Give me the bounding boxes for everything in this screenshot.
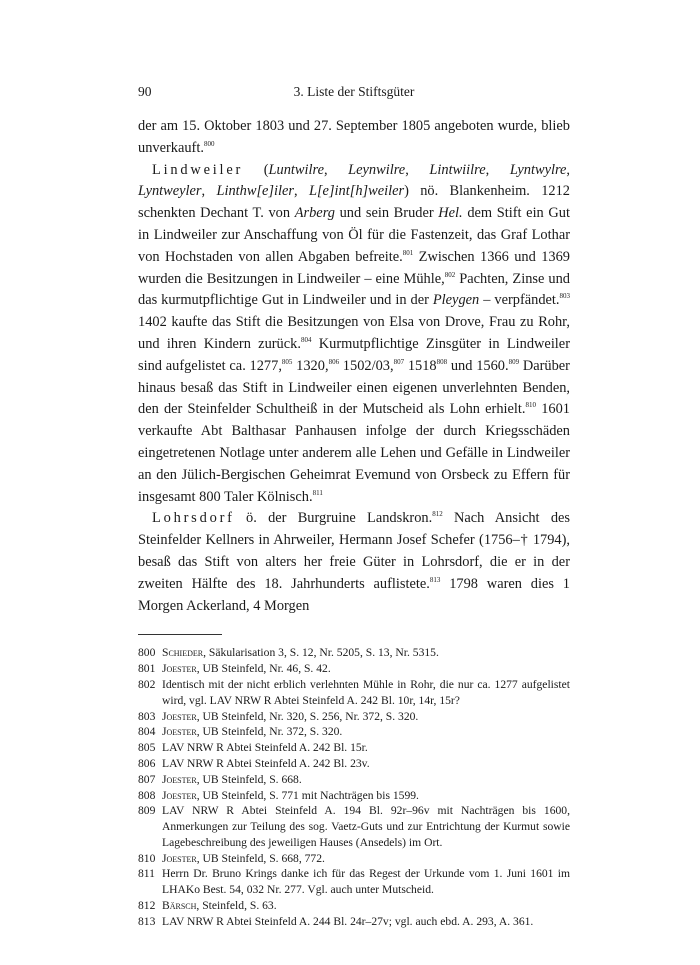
footnote-ref[interactable]: 801: [402, 248, 414, 257]
footnote-805: [138, 740, 570, 756]
footnote-ref[interactable]: 806: [328, 357, 340, 366]
footnote-author: Joester: [162, 662, 197, 676]
separator: ,: [485, 161, 510, 178]
footnote-806: [138, 756, 570, 772]
person-italic: Hel.: [438, 205, 463, 222]
footnote-ref[interactable]: 802: [444, 270, 456, 279]
text-run: Zwischen 1366 und 1369 wurden die Besitzungen in Lindweiler – eine Mühle,: [138, 248, 570, 287]
footnote-author: Joester: [162, 725, 197, 739]
footnote-text: [162, 851, 570, 867]
body-text: [138, 116, 570, 617]
footnote-ref[interactable]: 813: [429, 575, 441, 584]
footnote-810: [138, 851, 570, 867]
footnotes-section: [138, 645, 570, 929]
footnote-body: LAV NRW R Abtei Steinfeld A. 244 Bl. 24r–27v; vgl. auch ebd. A. 293, A. 361.: [162, 914, 534, 928]
footnote-body: , UB Steinfeld, S. 668, 772.: [196, 851, 325, 865]
footnote-811: [138, 866, 570, 898]
separator: ,: [294, 183, 309, 200]
paragraph-1: [138, 116, 570, 160]
footnote-number: 813: [138, 914, 156, 928]
footnote-808: [138, 788, 570, 804]
separator: ,: [201, 183, 217, 200]
footnote-number: 804: [138, 725, 156, 739]
footnote-ref[interactable]: 804: [300, 335, 312, 344]
footnote-body: , UB Steinfeld, S. 668.: [196, 772, 302, 786]
footnote-809: [138, 803, 570, 850]
footnote-body: , UB Steinfeld, S. 771 mit Nachträgen bis 1599.: [196, 788, 419, 802]
footnote-author: Schieder: [162, 646, 204, 660]
footnote-body: LAV NRW R Abtei Steinfeld A. 194 Bl. 92r–96v mit Nachträgen bis 1600, Anmerkungen zur Teilung des sog. Vaetz-Guts und zur Entrichtung der Kurmut sowie Lagebeschreibung des jeweiligen Hauses (Ansedels) im Ort.: [162, 804, 570, 849]
footnote-text: [162, 740, 570, 756]
footnote-number: 807: [138, 772, 156, 786]
footnote-body: , UB Steinfeld, Nr. 372, S. 320.: [196, 725, 343, 739]
footnote-body: , Steinfeld, S. 63.: [196, 899, 277, 913]
footnote-author: Joester: [162, 851, 197, 865]
footnote-author: Joester: [162, 788, 197, 802]
text-run: 1502/03,: [339, 357, 394, 374]
text-run: 1402 kaufte das Stift die Besitzungen von Elsa von Drove, Frau zu Rohr, und ihren Kindern zurück.: [138, 314, 570, 352]
footnote-number: 802: [138, 677, 156, 691]
footnote-text: [162, 772, 570, 788]
name-variant: Linthw[e]iler: [216, 183, 295, 200]
footnote-text: [162, 677, 570, 709]
footnote-804: [138, 724, 570, 740]
footnote-ref[interactable]: 811: [312, 488, 323, 497]
footnote-author: Joester: [162, 709, 197, 723]
text-run: 1518: [404, 357, 437, 374]
footnote-body: LAV NRW R Abtei Steinfeld A. 242 Bl. 15r.: [162, 741, 368, 755]
footnote-body: , UB Steinfeld, Nr. 320, S. 256, Nr. 372, S. 320.: [196, 709, 419, 723]
footnote-801: [138, 661, 570, 677]
footnote-text: [162, 756, 570, 772]
text-run: (: [243, 161, 269, 178]
text-run: 1798 waren dies 1 Morgen Ackerland, 4 Morgen: [138, 575, 570, 614]
separator: ,: [323, 161, 349, 178]
footnote-812: [138, 898, 570, 914]
text-run: Darüber hinaus besaß das Stift in Lindweiler einen eigenen unverlehnten Benden, den der Steinfelder Schultheiß in der Mutscheid als Lohn erhielt.: [138, 357, 570, 418]
name-variant: Luntwilre: [268, 161, 324, 178]
name-variant: Leynwilre: [348, 161, 406, 178]
footnote-author: Bärsch: [162, 899, 197, 913]
place-name: Lohrsdorf: [152, 510, 235, 527]
footnote-body: Herrn Dr. Bruno Krings danke ich für das Regest der Urkunde vom 1. Juni 1601 im LHAKo Best. 54, 032 Nr. 277. Vgl. auch unter Mutscheid.: [162, 867, 570, 897]
page: [138, 84, 570, 930]
footnote-number: 806: [138, 756, 156, 770]
footnote-813: [138, 914, 570, 930]
footnote-802: [138, 677, 570, 709]
footnote-number: 810: [138, 851, 156, 865]
footnote-text: [162, 914, 570, 930]
footnote-text: [162, 788, 570, 804]
footnote-number: 812: [138, 899, 156, 913]
footnote-text: [162, 866, 570, 898]
footnote-text: [162, 898, 570, 914]
footnote-ref[interactable]: 812: [432, 510, 443, 519]
page-header: [138, 84, 570, 106]
separator: ,: [405, 161, 430, 178]
footnote-ref[interactable]: 800: [203, 139, 215, 148]
text-run: 1320,: [292, 357, 329, 374]
footnote-text: [162, 645, 570, 661]
text-run: der am 15. Oktober 1803 und 27. September 1805 angeboten wurde, blieb unverkauft.: [138, 118, 570, 156]
text-run: – verpfändet.: [479, 292, 560, 309]
text-run: und 1560.: [447, 357, 509, 374]
footnote-ref[interactable]: 803: [559, 292, 571, 301]
running-head: 3. Liste der Stiftsgüter: [293, 84, 415, 99]
footnote-number: 805: [138, 741, 156, 755]
place-italic: Arberg: [294, 205, 335, 222]
footnote-body: , UB Steinfeld, Nr. 46, S. 42.: [196, 662, 331, 676]
paragraph-lohrsdorf: [138, 508, 570, 617]
name-variant: Lyntwylre: [509, 161, 567, 178]
place-name: Lindweiler: [152, 161, 244, 178]
footnote-number: 808: [138, 788, 156, 802]
footnote-number: 809: [138, 804, 156, 818]
footnote-text: [162, 803, 570, 850]
name-variant: Lintwiilre: [429, 161, 486, 178]
paragraph-lindweiler: [138, 160, 570, 509]
footnote-number: 803: [138, 709, 156, 723]
footnote-text: [162, 724, 570, 740]
footnote-ref[interactable]: 808: [436, 357, 448, 366]
text-run: dem Stift ein Gut in Lindweiler zur Anschaffung von Öl für die Fastenzeit, das Graf Lothar von Hochstaden von allen Abgaben befreite.: [138, 205, 570, 265]
footnote-divider: [138, 634, 222, 635]
place-italic: Pleygen: [432, 292, 480, 309]
name-variant: L[e]int[h]weiler: [308, 183, 405, 200]
text-run: Nach Ansicht des Steinfelder Kellners in Ahrweiler, Hermann Josef Schefer (1756–† 1794), besaß das Stift von alters her freie Güter in Lohrsdorf, die er in der zweiten Hälfte des 18. Jahrhunderts auflistete.: [138, 510, 571, 592]
footnote-number: 800: [138, 646, 156, 660]
footnote-text: [162, 709, 570, 725]
footnote-body: LAV NRW R Abtei Steinfeld A. 242 Bl. 23v.: [162, 756, 370, 770]
footnote-807: [138, 772, 570, 788]
text-run: Pachten, Zinse und das kurmutpflichtige Gut in Lindweiler und in der: [138, 270, 570, 309]
footnote-text: [162, 661, 570, 677]
separator: ,: [566, 161, 571, 178]
page-number: 90: [138, 84, 152, 99]
footnote-ref[interactable]: 809: [508, 357, 520, 366]
footnote-803: [138, 709, 570, 725]
name-variant: Lyntweyler: [138, 183, 202, 200]
text-run: Kurmutpflichtige Zinsgüter in Lindweiler sind aufgelistet ca. 1277,: [138, 335, 570, 374]
footnote-author: Joester: [162, 772, 197, 786]
footnote-number: 801: [138, 662, 156, 676]
footnote-ref[interactable]: 810: [525, 401, 537, 410]
footnote-body: Identisch mit der nicht erblich verlehnten Mühle in Rohr, die nur ca. 1277 aufgelistet wird, vgl. LAV NRW R Abtei Steinfeld A. 242 Bl. 10r, 14r, 15r?: [162, 677, 570, 707]
footnote-800: [138, 645, 570, 661]
text-run: 1601 verkaufte Abt Balthasar Panhausen infolge der durch Kriegsschäden eingetretenen Notlage unter anderem alle Lehen und Gefälle in Lindweiler an den Jülich-Bergischen Geheimrat Evemund von Orsbeck zu Effern für insgesamt 800 Taler Kölnisch.: [138, 401, 570, 505]
text-run: ö. der Burgruine Landskron.: [234, 510, 433, 527]
footnote-ref[interactable]: 805: [281, 357, 293, 366]
footnote-number: 811: [138, 867, 155, 881]
footnote-ref[interactable]: 807: [393, 357, 405, 366]
footnote-body: , Säkularisation 3, S. 12, Nr. 5205, S. 13, Nr. 5315.: [203, 646, 439, 660]
text-run: und sein Bruder: [334, 205, 439, 222]
text-run: ) nö. Blankenheim. 1212 schenkten Dechant T. von: [138, 183, 570, 222]
